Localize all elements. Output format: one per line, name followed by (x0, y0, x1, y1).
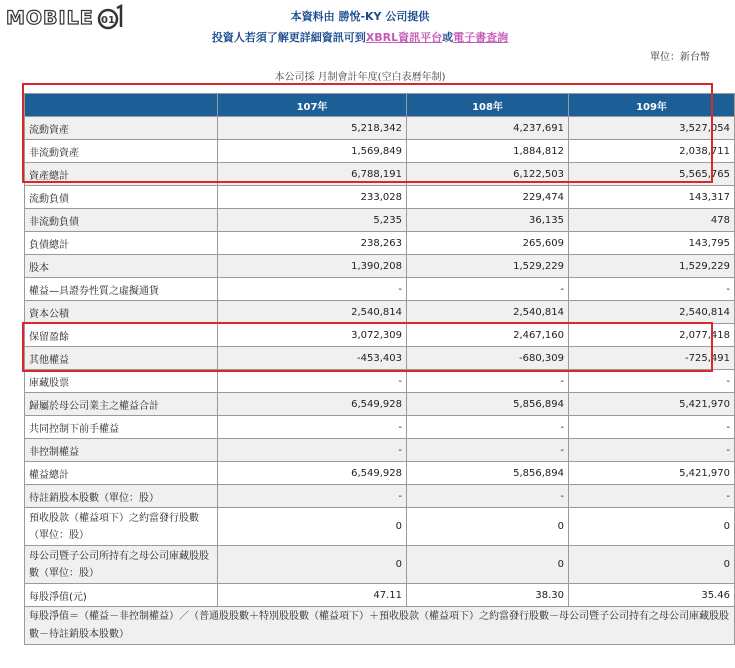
row-value-108: 2,467,160 (407, 324, 569, 347)
row-label: 股本 (25, 255, 218, 278)
row-value-107: 6,549,928 (218, 393, 407, 416)
row-value-108: 36,135 (407, 209, 569, 232)
row-value-109: - (569, 416, 735, 439)
row-value-109: - (569, 370, 735, 393)
logo-text: MOBILE (6, 7, 94, 29)
row-label: 其他權益 (25, 347, 218, 370)
row-label: 非流動負債 (25, 209, 218, 232)
row-label: 非流動資產 (25, 140, 218, 163)
row-value-107: 1,390,208 (218, 255, 407, 278)
table-header-row (25, 94, 735, 117)
table-row (25, 462, 735, 485)
row-value-109: 2,540,814 (569, 301, 735, 324)
row-value-107: -453,403 (218, 347, 407, 370)
row-value-107: 47.11 (218, 584, 407, 607)
row-value-109: -725,491 (569, 347, 735, 370)
logo-mark-text: 01 (100, 15, 115, 26)
row-value-107: 233,028 (218, 186, 407, 209)
row-value-108: - (407, 439, 569, 462)
ebook-query-link[interactable]: 電子書查詢 (453, 31, 509, 44)
header-year-107: 107年 (218, 94, 407, 117)
row-value-109: 2,038,711 (569, 140, 735, 163)
table-row (25, 546, 735, 584)
row-value-107: 5,218,342 (218, 117, 407, 140)
row-value-107: 6,788,191 (218, 163, 407, 186)
row-value-108: 0 (407, 508, 569, 546)
table-row (25, 485, 735, 508)
row-label: 歸屬於母公司業主之權益合計 (25, 393, 218, 416)
row-label: 母公司暨子公司所持有之母公司庫藏股股數（單位：股） (25, 546, 218, 584)
row-label: 資本公積 (25, 301, 218, 324)
table-row (25, 255, 735, 278)
row-label: 共同控制下前手權益 (25, 416, 218, 439)
row-value-108: 5,856,894 (407, 462, 569, 485)
row-value-107: 0 (218, 546, 407, 584)
row-value-108: 4,237,691 (407, 117, 569, 140)
row-value-108: - (407, 278, 569, 301)
info-notice-or: 或 (442, 31, 454, 44)
row-value-109: 5,421,970 (569, 462, 735, 485)
row-value-109: 3,527,054 (569, 117, 735, 140)
row-value-109: - (569, 278, 735, 301)
row-value-108: 1,884,812 (407, 140, 569, 163)
row-value-109: 35.46 (569, 584, 735, 607)
row-value-107: 6,549,928 (218, 462, 407, 485)
row-label: 流動資產 (25, 117, 218, 140)
table-row (25, 186, 735, 209)
balance-sheet-table (24, 93, 735, 645)
table-row (25, 324, 735, 347)
table-row (25, 416, 735, 439)
row-value-107: 1,569,849 (218, 140, 407, 163)
row-label: 待註銷股本股數（單位：股） (25, 485, 218, 508)
footnote-row (25, 607, 735, 645)
row-value-107: 238,263 (218, 232, 407, 255)
row-label: 流動負債 (25, 186, 218, 209)
table-row (25, 393, 735, 416)
header-year-109: 109年 (569, 94, 735, 117)
row-label: 資產總計 (25, 163, 218, 186)
row-value-107: - (218, 439, 407, 462)
row-value-107: - (218, 278, 407, 301)
row-value-109: 0 (569, 546, 735, 584)
table-row (25, 439, 735, 462)
row-value-107: 5,235 (218, 209, 407, 232)
row-value-108: 2,540,814 (407, 301, 569, 324)
nav-formula-footnote: 每股淨值＝（權益－非控制權益）／（普通股股數＋特別股股數（權益項下）＋預收股款（權益項下）之約當發行股數－母公司暨子公司持有之母公司庫藏股股數－待註銷股本股數） (25, 607, 735, 645)
row-value-108: - (407, 416, 569, 439)
header-year-108: 108年 (407, 94, 569, 117)
table-row (25, 508, 735, 546)
table-row (25, 163, 735, 186)
row-label: 負債總計 (25, 232, 218, 255)
table-row (25, 140, 735, 163)
provider-notice: 本資料由 勝悅-KY 公司提供 (290, 10, 430, 23)
row-value-109: 143,317 (569, 186, 735, 209)
fiscal-basis-note: 本公司採 月制會計年度(空白表曆年制) (274, 72, 446, 83)
xbrl-platform-link[interactable]: XBRL資訊平台 (365, 31, 443, 44)
row-label: 預收股款（權益項下）之約當發行股數（單位：股） (25, 508, 218, 546)
row-value-109: 0 (569, 508, 735, 546)
table-row (25, 370, 735, 393)
row-value-108: 0 (407, 546, 569, 584)
row-value-109: 478 (569, 209, 735, 232)
row-value-109: - (569, 485, 735, 508)
table-row (25, 117, 735, 140)
row-value-108: - (407, 485, 569, 508)
row-value-108: 6,122,503 (407, 163, 569, 186)
row-value-107: 0 (218, 508, 407, 546)
row-value-109: 1,529,229 (569, 255, 735, 278)
row-value-107: - (218, 370, 407, 393)
row-label: 權益—具證券性質之虛擬通貨 (25, 278, 218, 301)
row-value-108: - (407, 370, 569, 393)
row-label: 保留盈餘 (25, 324, 218, 347)
table-row (25, 278, 735, 301)
row-value-108: 1,529,229 (407, 255, 569, 278)
table-row (25, 232, 735, 255)
row-value-108: -680,309 (407, 347, 569, 370)
row-label: 庫藏股票 (25, 370, 218, 393)
row-value-109: 5,421,970 (569, 393, 735, 416)
row-value-107: 3,072,309 (218, 324, 407, 347)
row-value-107: - (218, 416, 407, 439)
row-label: 非控制權益 (25, 439, 218, 462)
row-value-109: 143,795 (569, 232, 735, 255)
row-label: 權益總計 (25, 462, 218, 485)
table-row (25, 347, 735, 370)
row-value-107: - (218, 485, 407, 508)
info-notice (0, 29, 720, 45)
row-value-108: 229,474 (407, 186, 569, 209)
row-value-109: 2,077,418 (569, 324, 735, 347)
table-row (25, 584, 735, 607)
row-value-108: 38.30 (407, 584, 569, 607)
row-value-107: 2,540,814 (218, 301, 407, 324)
row-value-108: 265,609 (407, 232, 569, 255)
table-row (25, 301, 735, 324)
row-label: 每股淨值(元) (25, 584, 218, 607)
row-value-108: 5,856,894 (407, 393, 569, 416)
row-value-109: - (569, 439, 735, 462)
table-row (25, 209, 735, 232)
unit-label: 單位：新台幣 (650, 52, 710, 63)
info-notice-prefix: 投資人若須了解更詳細資訊可到 (211, 31, 366, 44)
row-value-109: 5,565,765 (569, 163, 735, 186)
header-label-cell (25, 94, 218, 117)
